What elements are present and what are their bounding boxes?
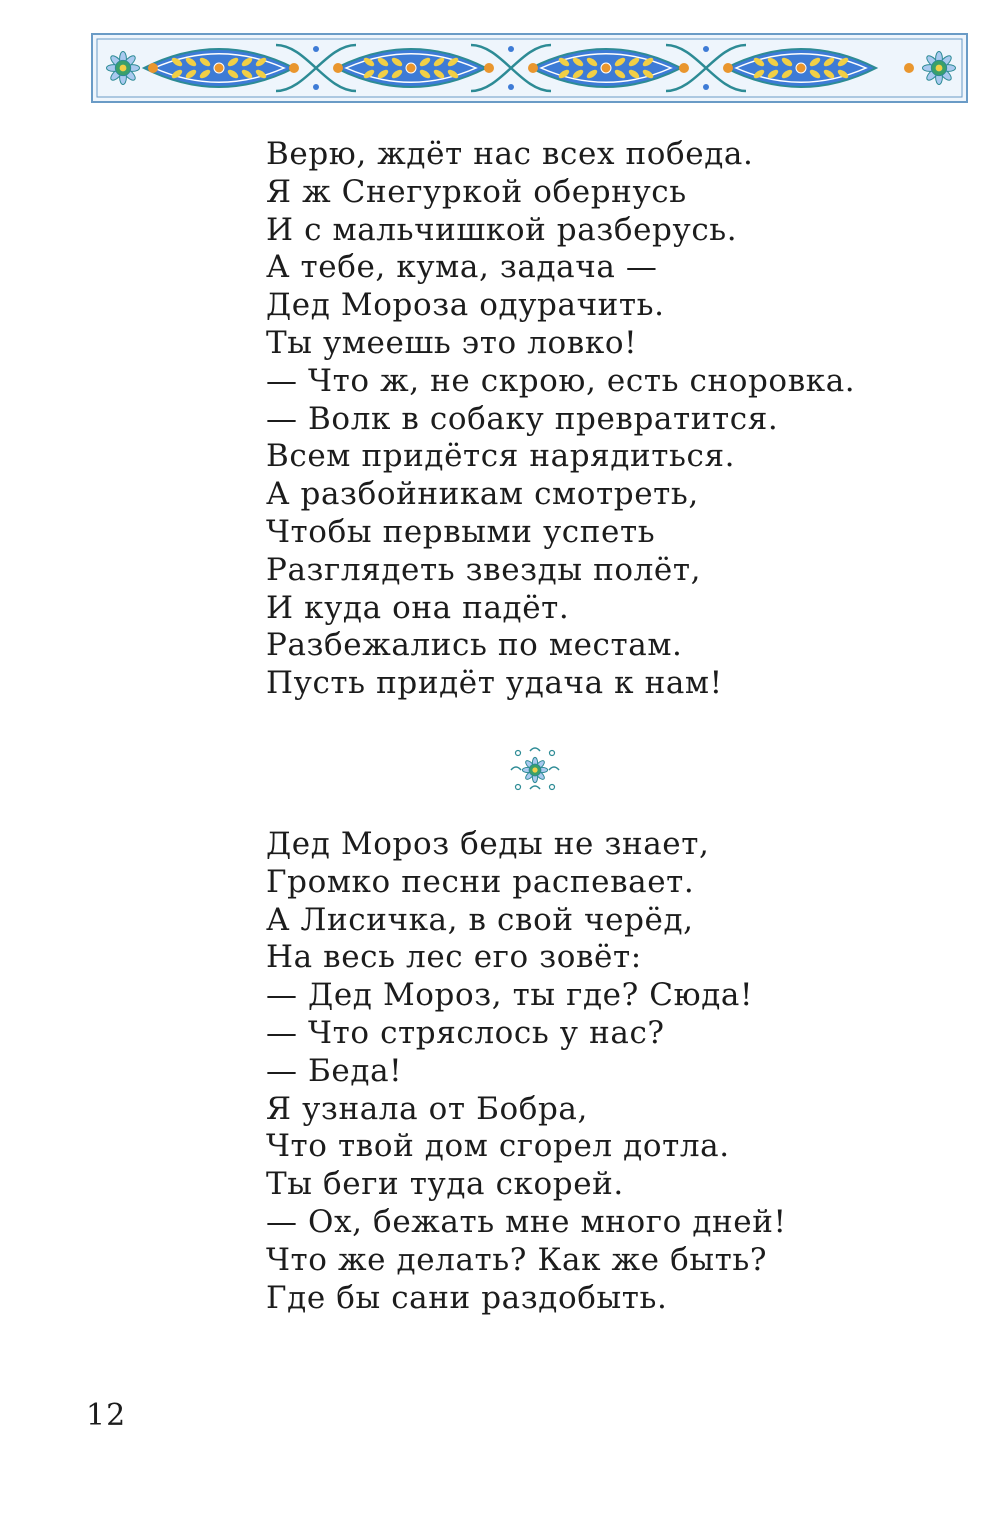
poem-line: И с мальчишкой разберусь. [266, 211, 738, 248]
poem-line: А Лисичка, в свой черёд, [266, 901, 694, 938]
poem-line: Я узнала от Бобра, [266, 1090, 588, 1127]
page-number: 12 [86, 1398, 127, 1433]
poem-line: — Дед Мороз, ты где? Сюда! [266, 977, 754, 1014]
poem-line: На весь лес его зовёт: [266, 939, 642, 976]
stanza-2 [266, 826, 787, 1317]
poem-line: Всем придётся нарядиться. [266, 438, 736, 475]
poem-line: И куда она падёт. [266, 589, 570, 626]
poem-line: А разбойникам смотреть, [266, 476, 699, 513]
poem-line: Верю, ждёт нас всех победа. [266, 136, 754, 172]
stanza-1 [266, 136, 855, 703]
poem-line: — Беда! [266, 1052, 403, 1089]
poem-line: Я ж Снегуркой обернусь [266, 173, 687, 210]
snowflake-ornament-icon [510, 745, 560, 795]
poem-line: — Что ж, не скрою, есть сноровка. [266, 362, 856, 399]
poem-line: Где бы сани раздобыть. [266, 1279, 668, 1316]
poem-line: Ты умеешь это ловко! [266, 324, 638, 361]
poem-line: Что же делать? Как же быть? [266, 1241, 768, 1278]
poem-line: Что твой дом сгорел дотла. [266, 1128, 730, 1165]
poem-line: — Ох, бежать мне много дней! [266, 1203, 787, 1240]
folk-ornament-banner-icon [91, 33, 968, 103]
poem-line: Ты беги туда скорей. [266, 1166, 624, 1203]
poem-line: А тебе, кума, задача — [266, 249, 658, 286]
poem-line: Пусть придёт удача к нам! [266, 665, 723, 702]
poem-line: Разглядеть звезды полёт, [266, 551, 702, 588]
poem-line: — Волк в собаку превратится. [266, 400, 779, 437]
poem-line: Разбежались по местам. [266, 627, 683, 664]
poem-line: Чтобы первыми успеть [266, 513, 656, 550]
poem-line: Громко песни распевает. [266, 863, 695, 900]
poem-line: Дед Мороза одурачить. [266, 287, 665, 324]
poem-line: Дед Мороз беды не знает, [266, 826, 710, 862]
poem-line: — Что стряслось у нас? [266, 1014, 665, 1051]
